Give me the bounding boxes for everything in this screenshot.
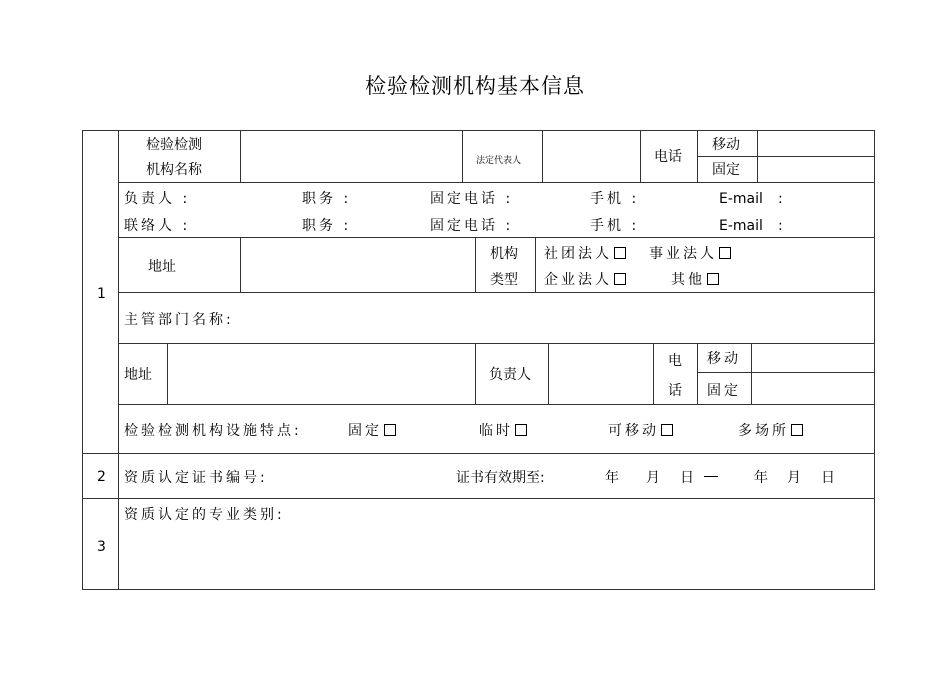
row-dept-bottom — [118, 343, 875, 344]
org-type-public: 事业法人 — [649, 245, 731, 263]
dept-phone-label-line2: 话 — [668, 383, 682, 399]
public-checkbox[interactable] — [719, 247, 731, 259]
responsible-position-label: 职务 : — [302, 191, 352, 207]
org-name-label-divider — [240, 130, 241, 182]
address-label: 地址 — [148, 259, 176, 275]
contact-cell-label: 手机 : — [590, 218, 640, 234]
dept-person-value-divider — [653, 343, 654, 404]
org-type-label-line2: 类型 — [490, 272, 518, 288]
dept-address-label: 地址 — [124, 367, 152, 383]
dept-phone-label-line1: 电 — [668, 353, 682, 369]
section-number-2: 2 — [97, 469, 106, 485]
section-number-1: 1 — [97, 286, 106, 302]
org-type-label-divider — [535, 237, 536, 292]
section-2-bottom — [82, 498, 875, 499]
org-name-value-divider — [462, 130, 463, 182]
row-contact-bottom — [118, 237, 875, 238]
dept-phone-label-divider — [697, 343, 698, 404]
contact-email-label: E-mail — [719, 218, 763, 234]
cert-year-2: 年 — [754, 470, 768, 486]
section-number-3: 3 — [97, 539, 106, 555]
table-border-bottom — [82, 589, 875, 590]
phone-label: 电话 — [654, 149, 682, 165]
form-title: 检验检测机构基本信息 — [365, 74, 585, 98]
dept-phone-type-divider — [751, 343, 752, 404]
facility-multi-checkbox[interactable] — [791, 424, 803, 436]
phone-split-line — [697, 156, 875, 157]
facility-label: 检验检测机构设施特点: — [124, 423, 302, 439]
section-1-bottom — [82, 453, 875, 454]
cert-valid-label: 证书有效期至: — [456, 470, 545, 486]
dept-fixed-label: 固定 — [707, 383, 741, 399]
contact-email-colon: : — [778, 218, 783, 234]
facility-mobile: 可移动 — [608, 422, 673, 440]
org-type-social: 社团法人 — [544, 245, 626, 263]
dept-addr-value-divider — [475, 343, 476, 404]
responsible-email-label: E-mail — [719, 191, 763, 207]
responsible-email-colon: : — [778, 191, 783, 207]
facility-multi: 多场所 — [738, 422, 803, 440]
cert-month-2: 月 — [787, 470, 801, 486]
org-type-enterprise: 企业法人 — [544, 271, 626, 289]
dept-person-divider — [548, 343, 549, 404]
dept-person-label: 负责人 — [489, 367, 531, 383]
facility-fixed-checkbox[interactable] — [384, 424, 396, 436]
cert-day-2: 日 — [821, 470, 835, 486]
section-number-divider — [118, 130, 119, 590]
facility-mobile-checkbox[interactable] — [661, 424, 673, 436]
social-checkbox[interactable] — [614, 247, 626, 259]
row-dept-addr-bottom — [118, 404, 875, 405]
contact-person-label: 联络人 : — [124, 218, 191, 234]
cert-number-label: 资质认定证书编号: — [124, 470, 268, 486]
contact-fixed-phone-label: 固定电话 : — [430, 218, 514, 234]
address-label-divider — [240, 237, 241, 292]
dept-name-label: 主管部门名称: — [124, 312, 234, 328]
facility-fixed: 固定 — [348, 422, 396, 440]
facility-temp-checkbox[interactable] — [515, 424, 527, 436]
responsible-cell-label: 手机 : — [590, 191, 640, 207]
table-border-right — [874, 130, 875, 590]
org-name-label-line1: 检验检测 — [146, 137, 202, 153]
row-address-bottom — [118, 292, 875, 293]
cert-year-1: 年 — [605, 470, 619, 486]
responsible-person-label: 负责人 : — [124, 191, 191, 207]
category-label: 资质认定的专业类别: — [124, 507, 285, 523]
cert-month-1: 月 — [646, 470, 660, 486]
other-checkbox[interactable] — [707, 273, 719, 285]
table-border-left — [82, 130, 83, 590]
legal-rep-divider — [542, 130, 543, 182]
address-value-divider — [475, 237, 476, 292]
contact-position-label: 职务 : — [302, 218, 352, 234]
facility-temp: 临时 — [479, 422, 527, 440]
fixed-label: 固定 — [712, 162, 740, 178]
row-org-bottom — [118, 182, 875, 183]
date-range-dash — [698, 469, 724, 487]
org-name-label-line2: 机构名称 — [146, 162, 202, 178]
enterprise-checkbox[interactable] — [614, 273, 626, 285]
legal-rep-value-divider — [640, 130, 641, 182]
dept-mobile-label: 移动 — [707, 351, 741, 367]
org-type-label-line1: 机构 — [490, 246, 518, 262]
mobile-label: 移动 — [712, 137, 740, 153]
dept-phone-split-line — [697, 372, 875, 373]
cert-day-1: 日 — [680, 470, 694, 486]
legal-rep-label: 法定代表人 — [476, 156, 522, 166]
org-type-other: 其他 — [671, 271, 719, 289]
responsible-fixed-phone-label: 固定电话 : — [430, 191, 514, 207]
dept-addr-label-divider — [167, 343, 168, 404]
